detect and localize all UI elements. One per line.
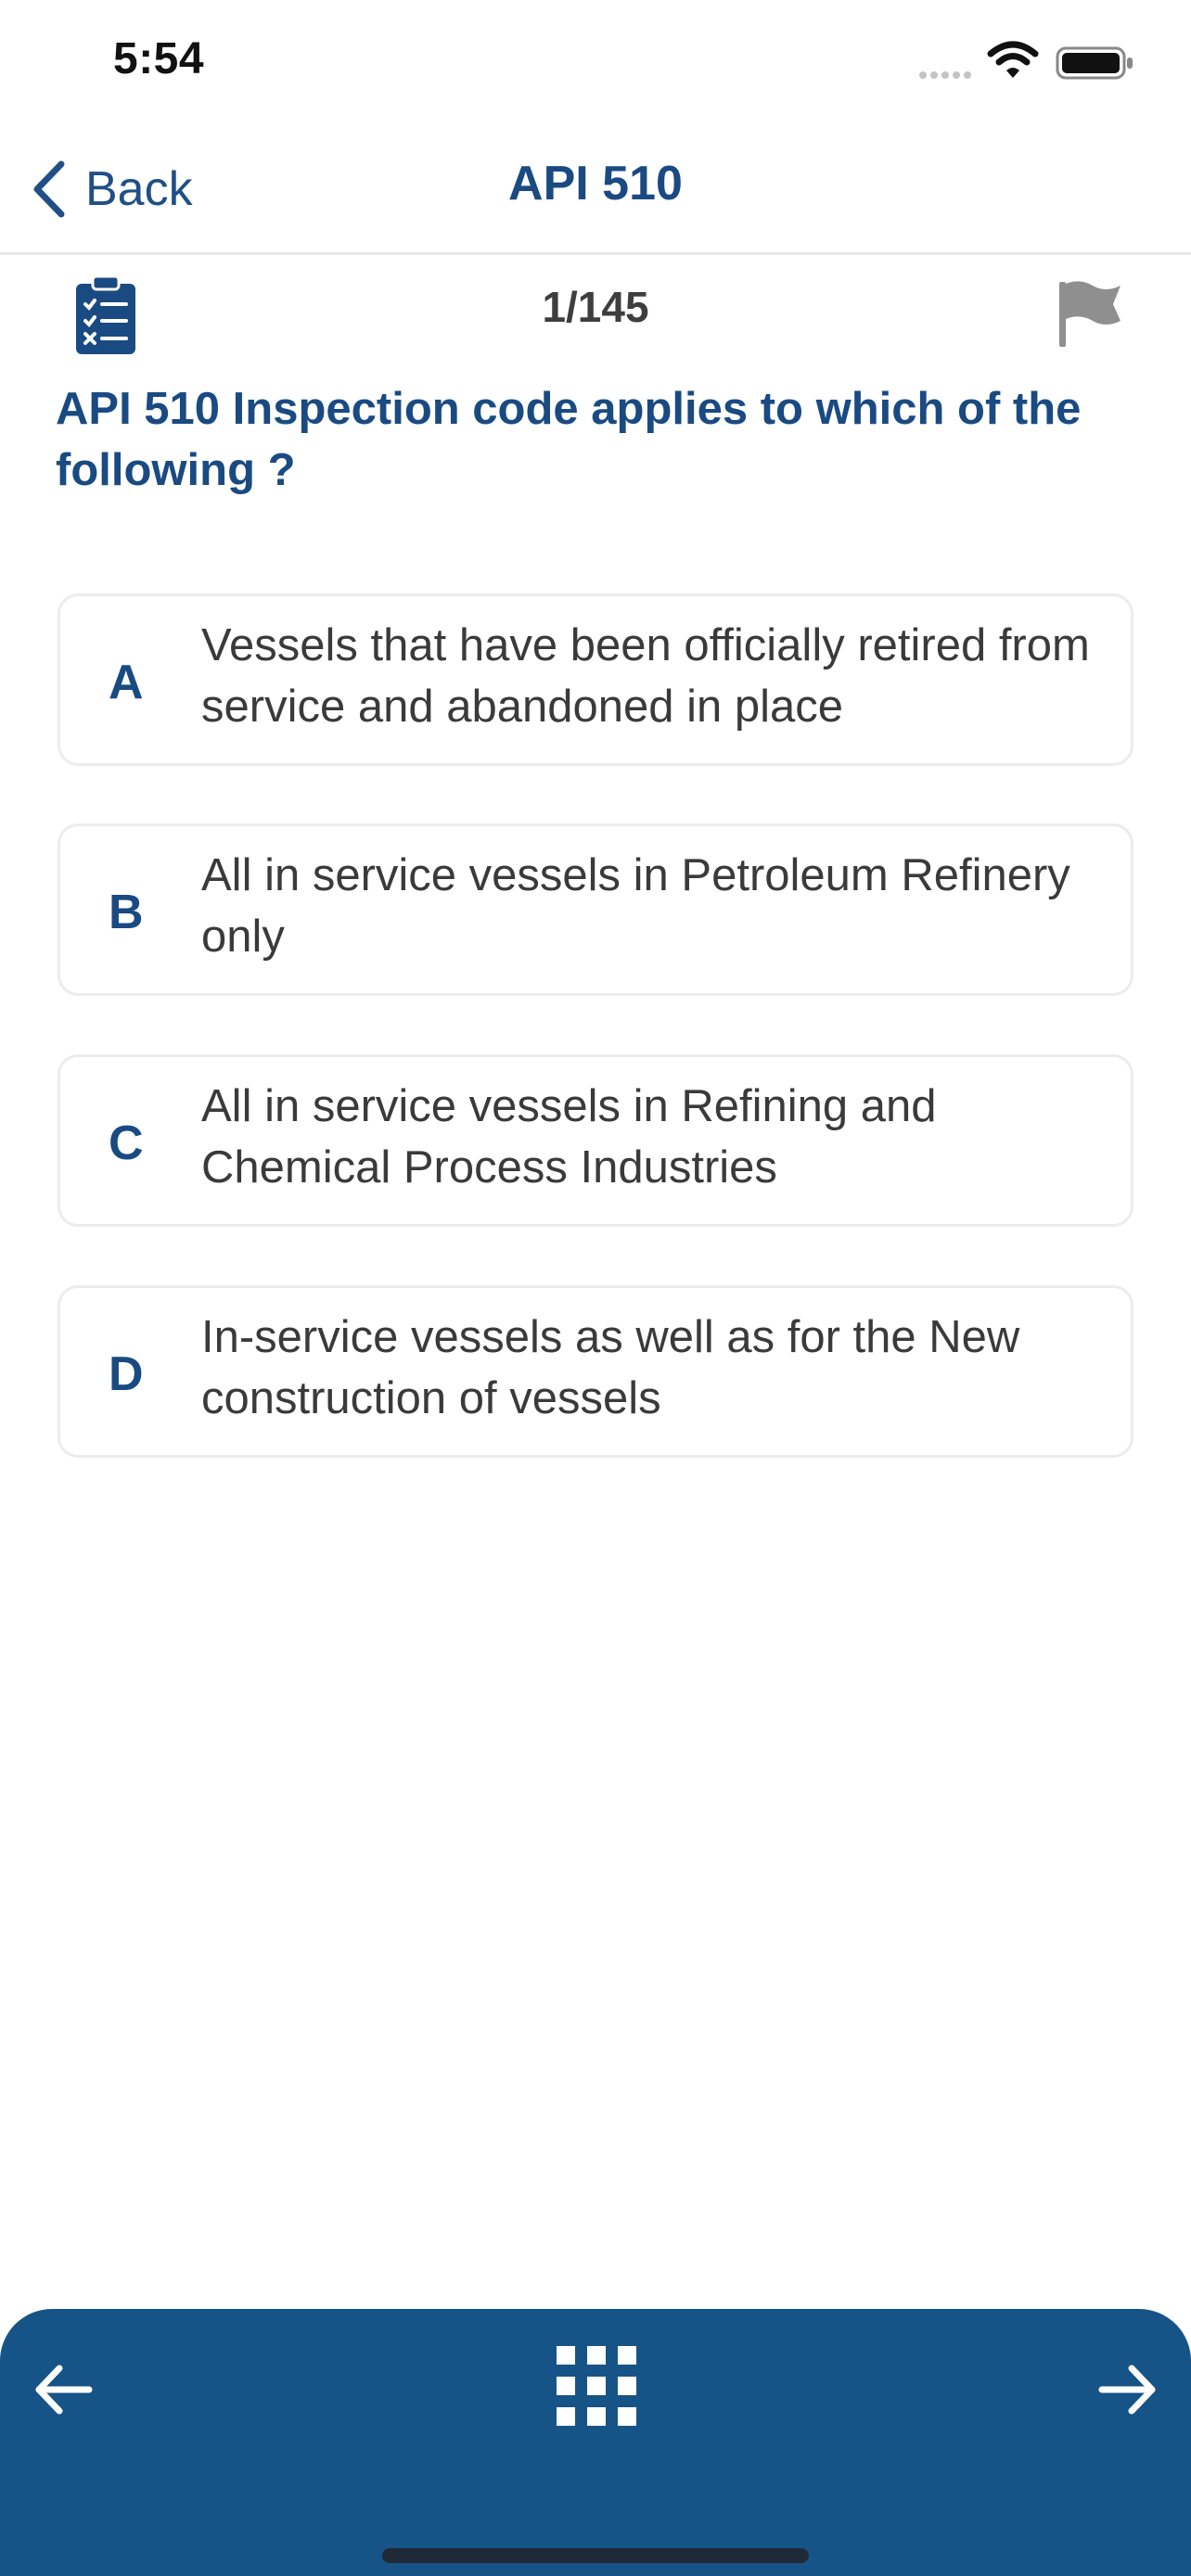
arrow-right-icon[interactable]	[1095, 2357, 1159, 2422]
option-letter: C	[109, 1116, 144, 1170]
answer-option-b[interactable]	[58, 823, 1133, 996]
option-letter: D	[109, 1347, 144, 1401]
home-indicator	[382, 2548, 809, 2563]
option-letter: A	[109, 656, 144, 709]
arrow-left-icon[interactable]	[32, 2357, 96, 2422]
question-progress: 1/145	[542, 283, 649, 331]
status-bar	[0, 0, 1191, 130]
wifi-icon	[987, 41, 1039, 80]
answer-option-a[interactable]	[58, 593, 1133, 766]
bottom-toolbar	[0, 2309, 1191, 2576]
flag-icon[interactable]	[1056, 278, 1124, 349]
option-letter: B	[109, 886, 144, 939]
question-text: API 510 Inspection code applies to which of the following ?	[56, 384, 1082, 495]
status-time: 5:54	[113, 34, 205, 83]
battery-icon	[1056, 46, 1135, 80]
page-title: API 510	[508, 157, 683, 210]
navigation-bar	[0, 130, 1191, 255]
answer-option-c[interactable]	[58, 1054, 1133, 1227]
option-text: All in service vessels in Petroleum Refinery only	[201, 850, 1070, 962]
back-label: Back	[85, 162, 193, 216]
option-text: Vessels that have been officially retired from service and abandoned in place	[201, 620, 1090, 732]
option-text: All in service vessels in Refining and Chemical Process Industries	[201, 1081, 937, 1192]
option-text: In-service vessels as well as for the New construction of vessels	[201, 1312, 1020, 1423]
grid-icon[interactable]	[555, 2344, 638, 2428]
answer-option-d[interactable]	[58, 1285, 1133, 1458]
cellular-signal-icon	[918, 70, 974, 80]
